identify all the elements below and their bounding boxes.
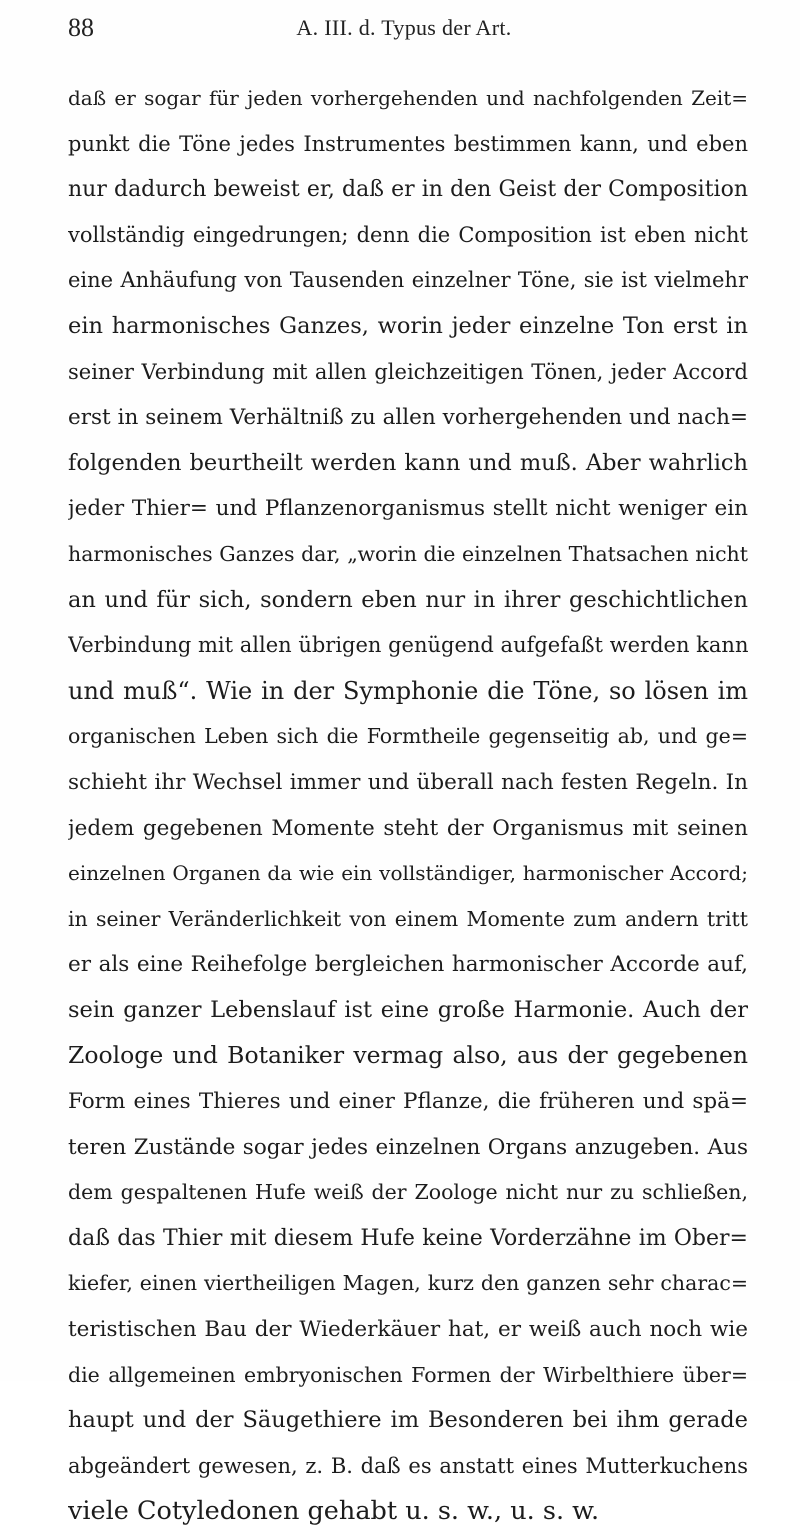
text-line: Zoologe und Botaniker vermag also, aus der gegebenen xyxy=(68,1041,748,1070)
text-line: kiefer, einen viertheiligen Magen, kurz den ganzen sehr charac= xyxy=(68,1271,748,1296)
text-line: nur dadurch beweist er, daß er in den Geist der Composition xyxy=(68,177,748,203)
text-line: viele Cotyledonen gehabt u. s. w., u. s. w. xyxy=(68,1496,600,1527)
text-line: punkt die Töne jedes Instrumentes bestimmen kann, und eben xyxy=(68,131,748,156)
running-head xyxy=(68,10,740,46)
text-line: ein harmonisches Ganzes, worin jeder einzelne Ton erst in xyxy=(68,312,748,339)
running-title: A. III. d. Typus der Art. xyxy=(296,15,512,40)
text-line: Verbindung mit allen übrigen genügend aufgefaßt werden kann xyxy=(68,633,748,658)
text-line: in seiner Veränderlichkeit von einem Momente zum andern tritt xyxy=(68,906,748,931)
text-line: und muß“. Wie in der Symphonie die Töne, so lösen im xyxy=(68,676,748,705)
page-number: 88 xyxy=(68,13,94,42)
text-line: organischen Leben sich die Formtheile gegenseitig ab, und ge= xyxy=(68,724,748,749)
body-text xyxy=(68,76,748,1535)
text-line: die allgemeinen embryonischen Formen der Wirbelthiere über= xyxy=(68,1362,748,1387)
text-line: teren Zustände sogar jedes einzelnen Organs anzugeben. Aus xyxy=(68,1134,748,1160)
text-line: eine Anhäufung von Tausenden einzelner Töne, sie ist vielmehr xyxy=(68,268,748,293)
text-line: seiner Verbindung mit allen gleichzeitigen Tönen, jeder Accord xyxy=(68,359,748,384)
text-line: daß er sogar für jeden vorhergehenden und nachfolgenden Zeit= xyxy=(68,86,748,110)
text-line: jeder Thier= und Pflanzenorganismus stellt nicht weniger ein xyxy=(68,496,748,522)
text-line: vollständig eingedrungen; denn die Composition ist eben nicht xyxy=(68,222,748,247)
text-line: einzelnen Organen da wie ein vollständiger, harmonischer Accord; xyxy=(68,861,748,886)
text-line: folgenden beurtheilt werden kann und muß. Aber wahrlich xyxy=(68,449,748,476)
text-line: er als eine Reihefolge bergleichen harmonischer Accorde auf, xyxy=(68,952,748,978)
text-line: sein ganzer Lebenslauf ist eine große Harmonie. Auch der xyxy=(68,996,748,1023)
text-line: dem gespaltenen Hufe weiß der Zoologe nicht nur zu schließen, xyxy=(68,1180,748,1205)
text-line: haupt und der Säugethiere im Besonderen bei ihm gerade xyxy=(68,1407,748,1434)
text-line: harmonisches Ganzes dar, „worin die einzelnen Thatsachen nicht xyxy=(68,541,748,566)
text-line: abgeändert gewesen, z. B. daß es anstatt eines Mutterkuchens xyxy=(68,1453,748,1478)
text-line: an und für sich, sondern eben nur in ihrer geschichtlichen xyxy=(68,586,748,613)
text-line: erst in seinem Verhältniß zu allen vorhergehenden und nach= xyxy=(68,405,748,431)
text-line: schieht ihr Wechsel immer und überall nach festen Regeln. In xyxy=(68,769,748,795)
text-line: teristischen Bau der Wiederkäuer hat, er weiß auch noch wie xyxy=(68,1317,748,1343)
text-line: daß das Thier mit diesem Hufe keine Vorderzähne im Ober= xyxy=(68,1225,748,1251)
text-line: Form eines Thieres und einer Pflanze, die früheren und spä= xyxy=(68,1089,748,1115)
text-line: jedem gegebenen Momente steht der Organismus mit seinen xyxy=(68,815,748,841)
